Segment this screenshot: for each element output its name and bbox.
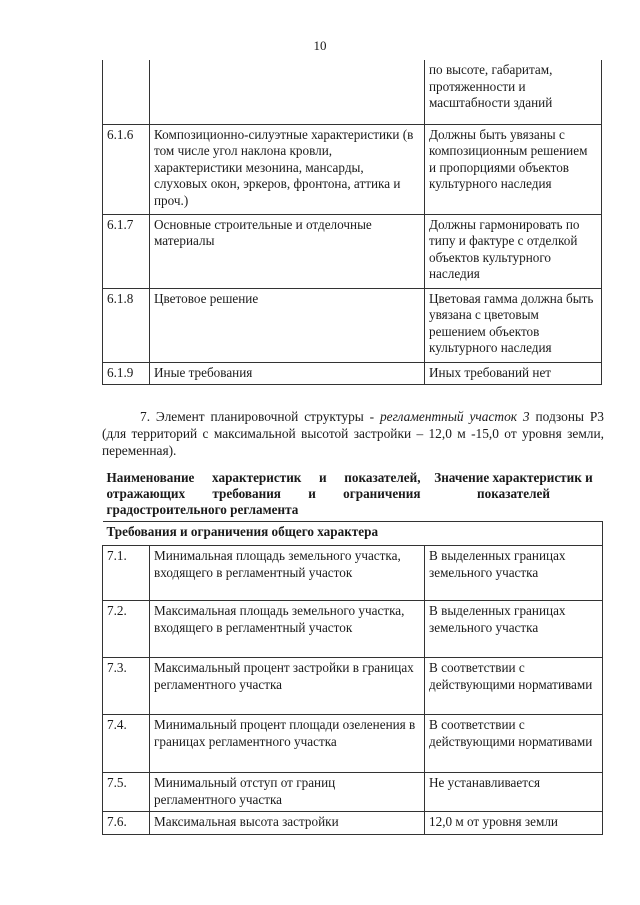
paragraph-tail: подзоны Р3 (для территорий с максимальной высотой застройки – 12,0 м -15,0 от уровня земли, переменная).: [102, 409, 605, 458]
paragraph-lead: 7. Элемент планировочной структуры -: [140, 409, 380, 424]
header-values: Значение характеристик и показателей: [425, 468, 603, 522]
section-row: [103, 522, 603, 546]
table-row: [103, 60, 602, 124]
row-name: [150, 60, 425, 124]
table-row: [103, 658, 603, 715]
row-number: 7.4.: [103, 715, 150, 773]
row-name: Основные строительные и отделочные материалы: [150, 214, 425, 288]
table-row: [103, 546, 603, 601]
row-name: Цветовое решение: [150, 288, 425, 362]
row-name: Иные требования: [150, 362, 425, 385]
requirements-table-continued: [102, 60, 602, 385]
table-row: [103, 288, 602, 362]
regulations-table: [102, 468, 603, 835]
section-title: Требования и ограничения общего характера: [103, 522, 603, 546]
row-number: 6.1.6: [103, 124, 150, 214]
row-name: Минимальный отступ от границ регламентного участка: [150, 773, 425, 812]
table-row: [103, 362, 602, 385]
table-row: [103, 715, 603, 773]
row-number: 6.1.8: [103, 288, 150, 362]
row-value: В соответствии с действующими нормативами: [425, 715, 603, 773]
row-name: Максимальная высота застройки: [150, 812, 425, 835]
row-number: [103, 60, 150, 124]
section-paragraph: [102, 408, 604, 459]
table-header-row: [103, 468, 603, 522]
row-value: Должны гармонировать по типу и фактуре с отделкой объектов культурного наследия: [425, 214, 602, 288]
row-value: В соответствии с действующими нормативами: [425, 658, 603, 715]
row-number: 6.1.9: [103, 362, 150, 385]
table-row: [103, 601, 603, 658]
row-value: Не устанавливается: [425, 773, 603, 812]
row-name: Композиционно-силуэтные характеристики (в том числе угол наклона кровли, характеристики мезонина, мансарды, слуховых окон, эркеров, фронтона, аттика и проч.): [150, 124, 425, 214]
row-number: 7.3.: [103, 658, 150, 715]
row-value: 12,0 м от уровня земли: [425, 812, 603, 835]
row-number: 7.6.: [103, 812, 150, 835]
row-number: 7.1.: [103, 546, 150, 601]
row-value: по высоте, габаритам, протяженности и масштабности зданий: [425, 60, 602, 124]
table-row: [103, 214, 602, 288]
row-number: 6.1.7: [103, 214, 150, 288]
row-name: Максимальный процент застройки в границах регламентного участка: [150, 658, 425, 715]
row-number: 7.2.: [103, 601, 150, 658]
table-row: [103, 812, 603, 835]
row-value: В выделенных границах земельного участка: [425, 546, 603, 601]
row-name: Минимальный процент площади озеленения в границах регламентного участка: [150, 715, 425, 773]
row-value: Иных требований нет: [425, 362, 602, 385]
row-value: Цветовая гамма должна быть увязана с цветовым решением объектов культурного наследия: [425, 288, 602, 362]
row-value: В выделенных границах земельного участка: [425, 601, 603, 658]
row-name: Минимальная площадь земельного участка, входящего в регламентный участок: [150, 546, 425, 601]
table-row: [103, 124, 602, 214]
header-characteristics: Наименование характеристик и показателей, отражающих требования и ограничения градостроительного регламента: [103, 468, 425, 522]
page-number: 10: [313, 38, 327, 53]
table-row: [103, 773, 603, 812]
row-name: Максимальная площадь земельного участка, входящего в регламентный участок: [150, 601, 425, 658]
row-value: Должны быть увязаны с композиционным решением и пропорциями объектов культурного наследия: [425, 124, 602, 214]
row-number: 7.5.: [103, 773, 150, 812]
paragraph-italic: регламентный участок 3: [379, 409, 530, 424]
